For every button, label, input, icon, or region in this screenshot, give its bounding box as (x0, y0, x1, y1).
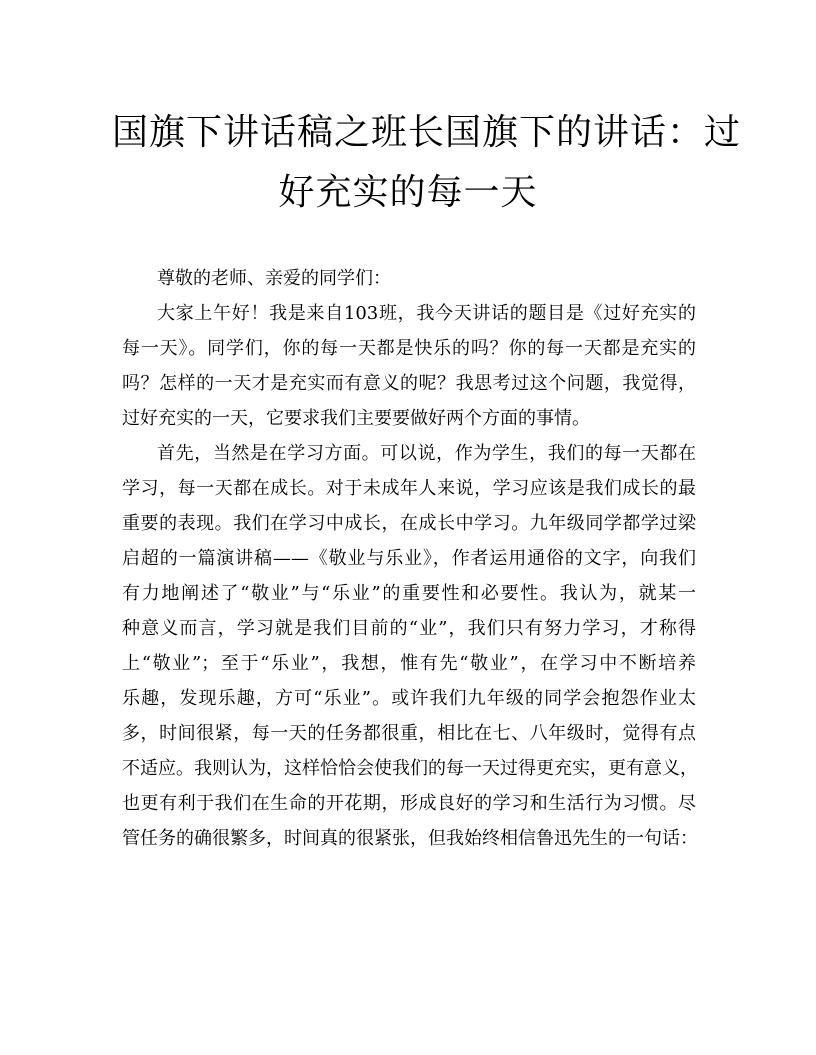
title-line: 好充实的每一天 (278, 172, 538, 213)
salutation: 尊敬的老师、亲爱的同学们： (157, 268, 391, 289)
paragraph-1-line: 每一天》。同学们，你的每一天都是快乐的吗？你的每一天都是充实的 (122, 338, 696, 359)
paragraph-2-line: 多，时间很紧，每一天的任务都很重，相比在七、八年级时，觉得有点 (122, 723, 696, 744)
paragraph-1-line: 大家上午好！我是来自103班，我今天讲话的题目是《过好充实的 (157, 303, 696, 324)
paragraph-2-line: 首先，当然是在学习方面。可以说，作为学生，我们的每一天都在 (157, 443, 696, 464)
paragraph-2-line: 启超的一篇演讲稿——《敬业与乐业》，作者运用通俗的文字，向我们 (122, 548, 696, 569)
paragraph-1-line: 过好充实的一天，它要求我们主要要做好两个方面的事情。 (122, 408, 590, 429)
paragraph-2-line: 管任务的确很繁多，时间真的很紧张，但我始终相信鲁迅先生的一句话： (122, 828, 698, 849)
paragraph-2-line: 种意义而言，学习就是我们目前的“业”，我们只有努力学习，才称得 (122, 618, 696, 639)
paragraph-1-line: 吗？怎样的一天才是充实而有意义的呢？我思考过这个问题，我觉得， (122, 373, 696, 394)
paragraph-2-line: 也更有利于我们在生命的开花期，形成良好的学习和生活行为习惯。尽 (122, 793, 696, 814)
paragraph-2-line: 重要的表现。我们在学习中成长，在成长中学习。九年级同学都学过梁 (122, 513, 696, 534)
paragraph-2-line: 不适应。我则认为，这样恰恰会使我们的每一天过得更充实，更有意义， (122, 758, 698, 779)
document-body (122, 261, 696, 856)
paragraph-2-line: 学习，每一天都在成长。对于未成年人来说，学习应该是我们成长的最 (122, 478, 696, 499)
document-title (112, 103, 742, 223)
title-line: 国旗下讲话稿之班长国旗下的讲话：过 (112, 112, 742, 153)
paragraph-2-line: 乐趣，发现乐趣，方可“乐业”。或许我们九年级的同学会抱怨作业太 (122, 688, 696, 709)
paragraph-2-line: 上“敬业”；至于“乐业”，我想，惟有先“敬业”，在学习中不断培养 (122, 653, 696, 674)
paragraph-2-line: 有力地阐述了“敬业”与“乐业”的重要性和必要性。我认为，就某一 (122, 583, 696, 604)
